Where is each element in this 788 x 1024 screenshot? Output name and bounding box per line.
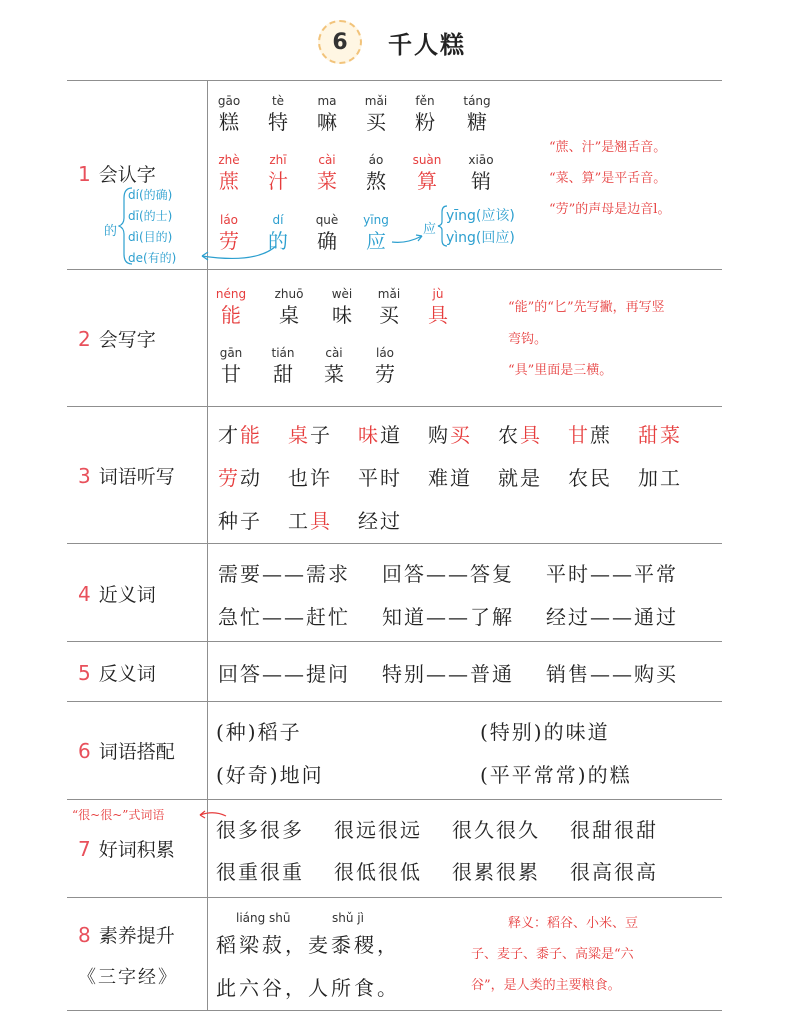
char: mǎi 买 (377, 287, 401, 327)
word-pair: 急忙——赶忙 (218, 605, 350, 629)
word: 购买 (428, 423, 472, 447)
divider (67, 406, 722, 407)
annotation-note: 弯钩。 (508, 332, 548, 347)
word-pair: 平时——平常 (546, 562, 678, 586)
char: gāo 糕 (217, 94, 241, 134)
word-pair: 销售——购买 (546, 662, 678, 686)
pinyin: shǔ jì (332, 911, 364, 925)
word: 农民 (568, 466, 612, 490)
divider (67, 799, 722, 800)
section-number: 2 (78, 326, 91, 351)
word: 甜菜 (638, 423, 682, 447)
char: fěn 粉 (415, 94, 435, 134)
word: 也许 (288, 466, 332, 490)
section-number: 4 (78, 581, 91, 606)
polyphone-reading: yīng(应该) (446, 208, 515, 224)
word: 加工 (638, 466, 682, 490)
word: 种子 (218, 509, 262, 533)
word: 桌子 (288, 423, 332, 447)
annotation-note: 子、麦子、黍子、高粱是“六 (471, 947, 634, 962)
section-label: 词语听写 (98, 466, 175, 488)
word: 工具 (288, 509, 332, 533)
section-8-title (78, 921, 175, 948)
word: 经过 (358, 509, 402, 533)
char: xiāo 销 (468, 153, 494, 193)
char: láo 劳 (375, 346, 395, 386)
char: zhī 汁 (268, 153, 288, 193)
word: 很重很重 (216, 860, 304, 884)
section-label: 词语搭配 (98, 741, 175, 763)
char: néng 能 (215, 287, 247, 327)
polyphone-reading: yìng(回应) (446, 230, 515, 246)
annotation-note: “蔗、汁”是翘舌音。 (549, 140, 667, 155)
word: 很久很久 (452, 818, 540, 842)
polyphone-reading: dí(的确) (128, 188, 173, 202)
divider (67, 1010, 722, 1011)
connector-arrow-icon (390, 226, 426, 246)
section-1-title (78, 160, 156, 187)
section-label: 会认字 (98, 164, 156, 186)
polyphone-reading: dì(目的) (128, 230, 173, 244)
char: cài 菜 (317, 153, 337, 193)
divider (67, 641, 722, 642)
collocation: (平平常常)的糕 (480, 763, 632, 787)
lesson-header (318, 20, 466, 64)
word: 很多很多 (216, 818, 304, 842)
annotation-note: 释义：稻谷、小米、豆 (508, 916, 639, 931)
section-5-title (78, 659, 156, 686)
collocation: (特别)的味道 (480, 720, 610, 744)
collocation: (好奇)地问 (216, 763, 324, 787)
section-number: 3 (78, 463, 91, 488)
divider (67, 701, 722, 702)
word: 劳动 (218, 466, 262, 490)
word: 很甜很甜 (570, 818, 658, 842)
char: cài 菜 (324, 346, 344, 386)
word-pair: 经过——通过 (546, 605, 678, 629)
char: láo 劳 (219, 213, 239, 253)
divider (67, 897, 722, 898)
char: ma 嘛 (317, 94, 337, 134)
section-2-title (78, 325, 156, 352)
section-3-title (78, 462, 175, 489)
word: 很高很高 (570, 860, 658, 884)
char: tè 特 (268, 94, 288, 134)
char: zhuō 桌 (274, 287, 304, 327)
lesson-number-badge: 6 (318, 20, 362, 64)
char: áo 熬 (366, 153, 386, 193)
char: táng 糖 (463, 94, 491, 134)
annotation-note: “劳”的声母是边音l。 (549, 202, 671, 217)
classic-verse: 稻梁菽，麦黍稷， (216, 933, 400, 957)
section-subtitle: 《三字经》 (78, 967, 178, 988)
word: 很远很远 (334, 818, 422, 842)
word: 就是 (498, 466, 542, 490)
char: dí 的 (268, 213, 288, 253)
char: mǎi 买 (364, 94, 388, 134)
word-pair: 回答——答复 (382, 562, 514, 586)
word: 甘蔗 (568, 423, 612, 447)
word: 农具 (498, 423, 542, 447)
section-number: 8 (78, 922, 91, 947)
char: tián 甜 (271, 346, 295, 386)
word: 才能 (218, 423, 262, 447)
section-number: 7 (78, 836, 91, 861)
lesson-title: 千人糕 (388, 30, 466, 59)
section-label: 素养提升 (98, 925, 175, 947)
section-label: 好词积累 (98, 839, 175, 861)
section-number: 6 (78, 738, 91, 763)
annotation-note: “具”里面是三横。 (508, 363, 613, 378)
section-number: 1 (78, 161, 91, 186)
divider (67, 543, 722, 544)
connector-arrow-icon (196, 244, 286, 268)
section-7-title (78, 835, 175, 862)
word: 很低很低 (334, 860, 422, 884)
classic-verse: 此六谷，人所食。 (216, 976, 400, 1000)
char: yīng 应 (363, 213, 389, 253)
divider (67, 80, 722, 81)
word: 难道 (428, 466, 472, 490)
polyphone-reading: dī(的士) (128, 209, 173, 223)
section-number: 5 (78, 660, 91, 685)
section-label: 会写字 (98, 329, 156, 351)
word: 味道 (358, 423, 402, 447)
word-pair: 特别——普通 (382, 662, 514, 686)
section-4-title (78, 580, 156, 607)
word-pair: 需要——需求 (218, 562, 350, 586)
section-label: 近义词 (98, 584, 156, 606)
polyphone-label-de: 的 (104, 224, 118, 239)
annotation-note: “能”的“匕”先写撇，再写竖 (508, 300, 665, 315)
word-pair: 回答——提问 (218, 662, 350, 686)
char: què 确 (315, 213, 339, 253)
section-label: 反义词 (98, 663, 156, 685)
section-6-title (78, 737, 175, 764)
annotation-note: 谷”，是人类的主要粮食。 (471, 978, 621, 993)
char: jù 具 (428, 287, 448, 327)
word-pair: 知道——了解 (382, 605, 514, 629)
divider (67, 269, 722, 270)
polyphone-label-ying: 应 (423, 222, 437, 237)
char: gān 甘 (219, 346, 243, 386)
word: 平时 (358, 466, 402, 490)
word: 很累很累 (452, 860, 540, 884)
pinyin: liáng shū (236, 911, 291, 925)
char: wèi 味 (331, 287, 353, 327)
char: zhè 蔗 (218, 153, 240, 193)
word-type-tag: “很~很~”式词语 (72, 808, 165, 822)
annotation-note: “菜、算”是平舌音。 (549, 171, 667, 186)
polyphone-reading: de(有的) (128, 251, 177, 265)
collocation: (种)稻子 (216, 720, 302, 744)
char: suàn 算 (412, 153, 442, 193)
